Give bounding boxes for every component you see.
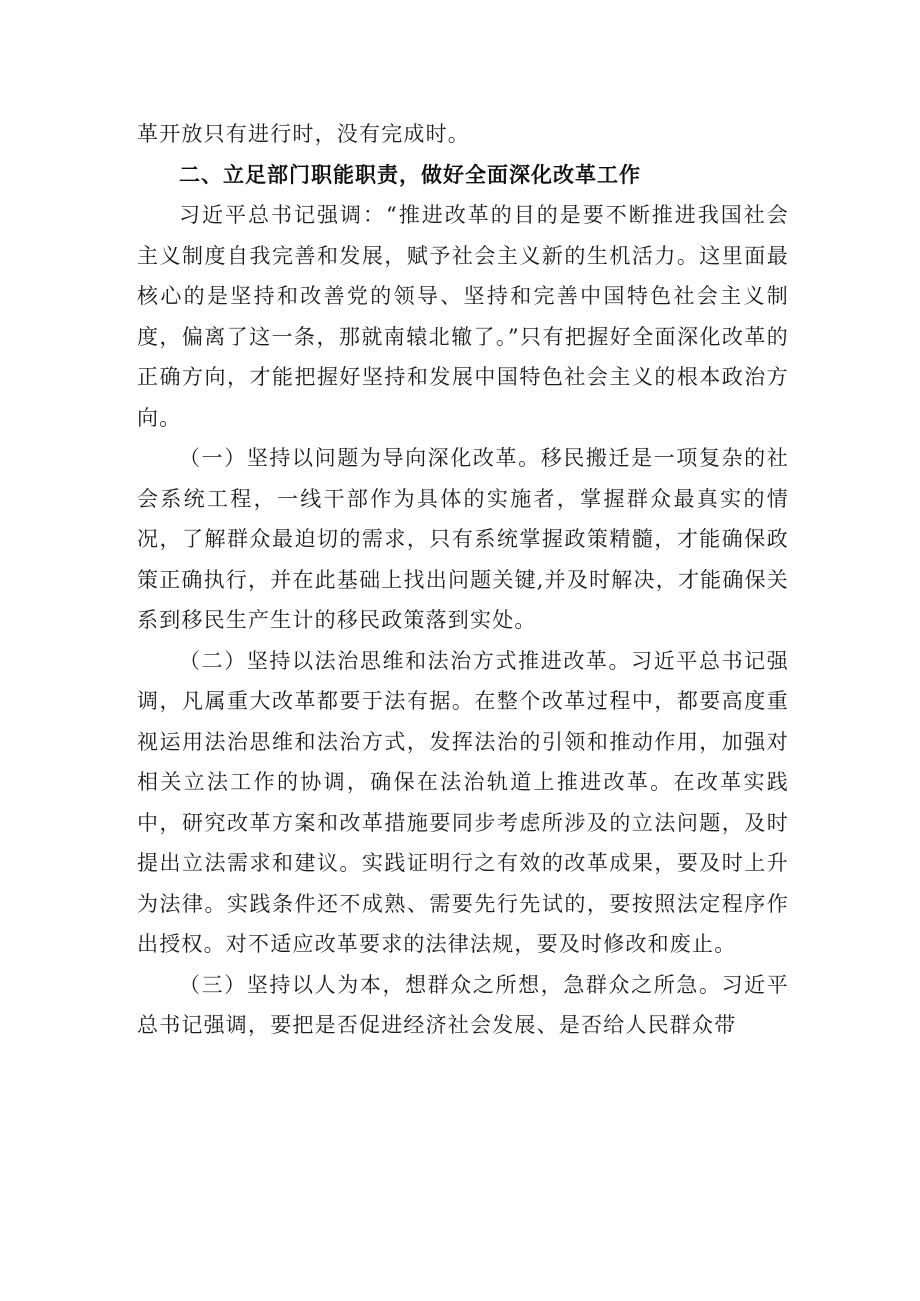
document-body	[137, 114, 789, 1046]
item-2-paragraph: （二）坚持以法治思维和法治方式推进改革。习近平总书记强调，凡属重大改革都要于法有据。在整个改革过程中，都要高度重视运用法治思维和法治方式，发挥法治的引领和推动作用，加强对相关立法工作的协调，确保在法治轨道上推进改革。在改革实践中，研究改革方案和改革措施要同步考虑所涉及的立法问题，及时提出立法需求和建议。实践证明行之有效的改革成果，要及时上升为法律。实践条件还不成熟、需要先行先试的，要按照法定程序作出授权。对不适应改革要求的法律法规，要及时修改和废止。	[137, 648, 789, 956]
section-heading: 二、立足部门职能职责，做好全面深化改革工作	[179, 162, 641, 187]
continued-paragraph-line: 革开放只有进行时，没有完成时。	[137, 122, 470, 146]
item-1-paragraph: （一）坚持以问题为导向深化改革。移民搬迁是一项复杂的社会系统工程，一线干部作为具体的实施者，掌握群众最真实的情况，了解群众最迫切的需求，只有系统掌握政策精髓，才能确保政策正确执行，并在此基础上找出问题关键,并及时解决，才能确保关系到移民生产生计的移民政策落到实处。	[137, 446, 789, 632]
item-3-paragraph: （三）坚持以人为本，想群众之所想，急群众之所急。习近平总书记强调，要把是否促进经济社会发展、是否给人民群众带	[137, 972, 789, 1037]
intro-paragraph: 习近平总书记强调：“推进改革的目的是要不断推进我国社会主义制度自我完善和发展，赋予社会主义新的生机活力。这里面最核心的是坚持和改善党的领导、坚持和完善中国特色社会主义制度，偏离了这一条，那就南辕北辙了。”只有把握好全面深化改革的正确方向，才能把握好坚持和发展中国特色社会主义的根本政治方向。	[137, 203, 789, 430]
